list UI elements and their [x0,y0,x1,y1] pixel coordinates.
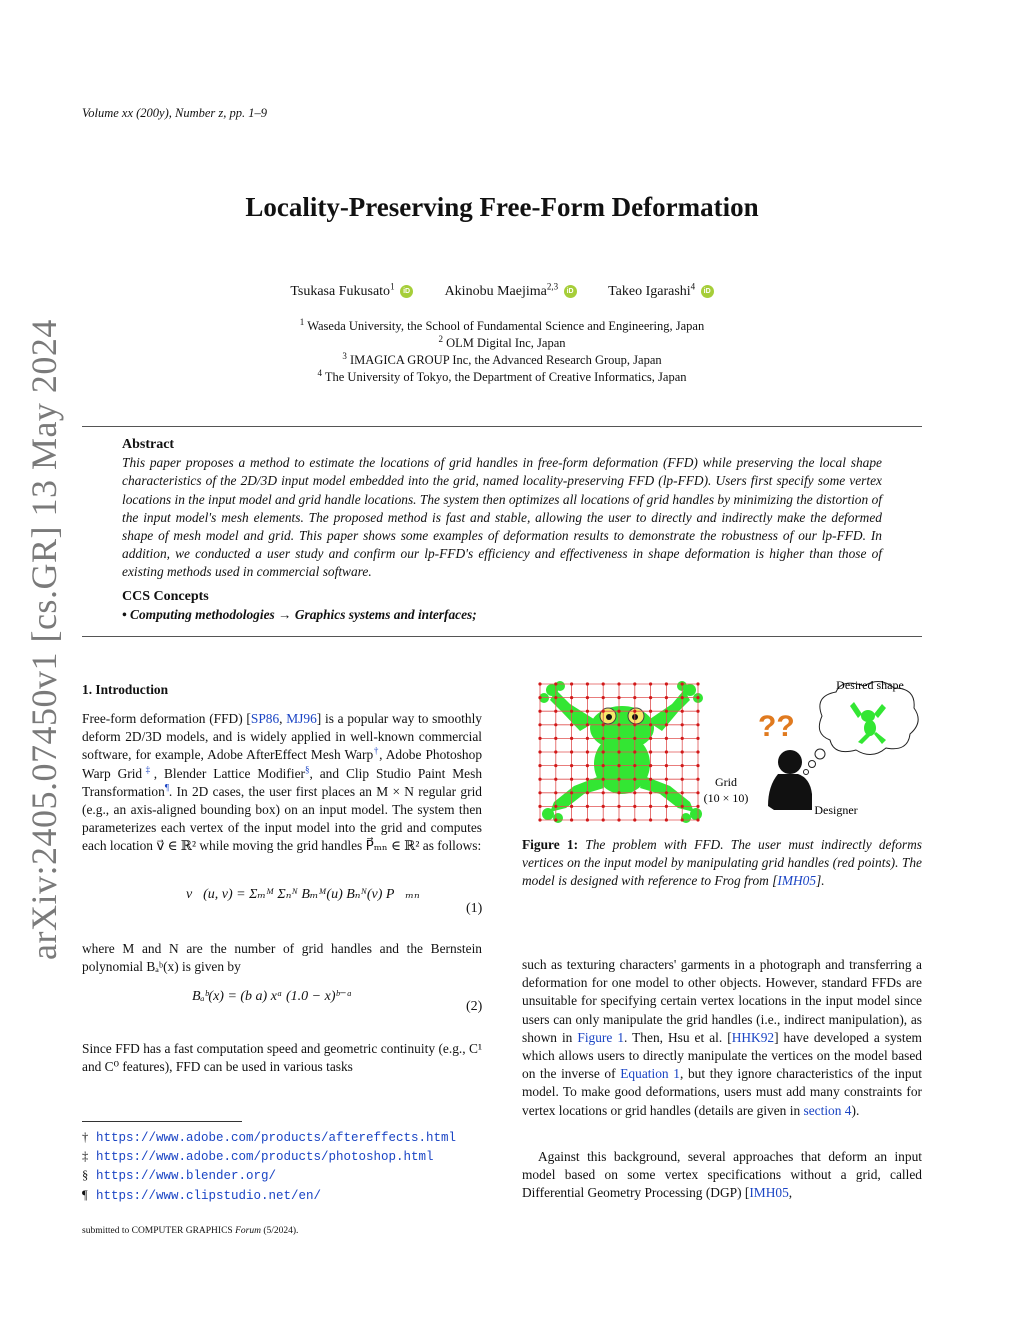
text-run: ). [851,1102,860,1118]
orcid-icon[interactable]: iD [564,285,577,298]
grid-handle[interactable] [602,805,605,808]
grid-handle[interactable] [538,818,541,821]
grid-handle[interactable] [617,682,620,685]
author-affil-mark: 4 [690,281,696,292]
ccs-section [122,588,882,624]
grid-handle[interactable] [633,696,636,699]
grid-handle[interactable] [649,737,652,740]
grid-handle[interactable] [586,710,589,713]
grid-handle[interactable] [554,791,557,794]
grid-handle[interactable] [570,818,573,821]
designer-icon [768,750,812,810]
grid-handle[interactable] [681,696,684,699]
author-affil-mark: 1 [390,281,395,292]
abstract-text: This paper proposes a method to estimate the locations of grid handles in free-form deformation (FFD) while preserving the local shape characteristics of the 2D/3D input model embedded into the grid, named locality-preserving FFD (lp-FFD). Users first specify some vertex locations in the input model and grid handle locations. The system then optimizes all locations of grid handles by minimizing the distortion of the input model's mesh elements. The proposed method is fast and stable, allowing the user to directly and indirectly make the deformed shape of mesh model and grid. This paper shows some examples of deformation results to demonstrate the robustness of our lp-FFD. In addition, we conducted a user study and confirm our lp-FFD's efficiency and effectiveness in shape deformation is higher than those of existing methods used in commercial software. [122,455,882,580]
caption-text: ]. [816,873,825,889]
equation-number: (1) [466,901,483,916]
grid-handle[interactable] [665,737,668,740]
grid-handle[interactable] [633,723,636,726]
footnote-url[interactable]: https://www.adobe.com/products/photoshop.html [96,1150,434,1165]
grid-handle[interactable] [602,696,605,699]
grid-handle[interactable] [633,778,636,781]
grid-handle[interactable] [696,778,699,781]
grid-handle[interactable] [665,723,668,726]
grid-handle[interactable] [665,710,668,713]
grid-handle[interactable] [570,805,573,808]
text-run: such as texturing characters' garments in a photograph and transferring a deformation for one model to other objects. However, standard FFDs are unsuitable for specifying certain vertex locations in the input model since users can only manipulate the grid handles (i.e., indirect manipulation), as shown in [522,957,922,1045]
affiliation [0,352,1004,369]
grid-handle[interactable] [538,682,541,685]
grid-handle[interactable] [602,710,605,713]
affiliation-text: IMAGICA GROUP Inc, the Advanced Research Group, Japan [350,353,662,367]
grid-handle[interactable] [681,737,684,740]
ccs-item: • Computing methodologies → Graphics systems and interfaces; [122,607,477,622]
footnote-mark[interactable]: ¶ [164,782,169,793]
equation-number: (2) [466,999,483,1014]
text-run: . Then, Hsu et al. [ [624,1029,732,1045]
text-run: . In 2D cases, the user first places an M × N regular grid (e.g., an axis-aligned bounding box) on an input model. The system then parameterizes each vertex of the input model into the grid and computes each location v⃗ ∈ ℝ² while moving the grid handles P⃗ₘₙ ∈ ℝ² as follows: [82,783,482,854]
grid-handle[interactable] [617,723,620,726]
author-affil-mark: 2,3 [546,281,559,292]
body-paragraph [522,956,922,1120]
grid-handle[interactable] [570,696,573,699]
page-footer [82,1226,298,1236]
grid-handle[interactable] [586,750,589,753]
grid-handle[interactable] [602,764,605,767]
affiliation [0,318,1004,335]
grid-handle[interactable] [617,778,620,781]
grid-handle[interactable] [617,791,620,794]
grid-handle[interactable] [570,764,573,767]
grid-handle[interactable] [681,682,684,685]
grid-handle[interactable] [665,778,668,781]
divider [82,636,922,637]
text-run: , Blender Lattice Modifier [153,765,305,781]
grid-handle[interactable] [538,750,541,753]
grid-handle[interactable] [617,750,620,753]
grid-handle[interactable] [696,791,699,794]
affiliation-num: 1 [299,316,305,327]
grid-handle[interactable] [617,805,620,808]
grid-handle[interactable] [633,764,636,767]
footnote-list [82,1128,456,1205]
affiliation-text: OLM Digital Inc, Japan [446,336,566,350]
divider [82,426,922,427]
footnote [82,1128,456,1147]
text-run: , but they ignore characteristics of the input model. To make good deformations, users must add many constraints for vertex locations or grid handles (details are given in [522,1066,922,1118]
footer-text: Forum [235,1226,261,1236]
grid-handle[interactable] [696,805,699,808]
grid-handle[interactable] [538,791,541,794]
grid-handle[interactable] [570,737,573,740]
desired-shape-label: Desired shape [836,678,904,692]
grid-handle[interactable] [696,682,699,685]
author [444,281,577,300]
footnote-mark: ¶ [82,1187,88,1202]
grid-handle[interactable] [696,737,699,740]
affiliation [0,335,1004,352]
section-heading: 1. Introduction [82,682,169,697]
footnote-mark: ‡ [82,1149,89,1164]
grid-handle[interactable] [649,710,652,713]
grid-handle[interactable] [696,710,699,713]
affiliation-num: 3 [342,350,347,361]
grid-handle[interactable] [554,764,557,767]
equation-link[interactable]: Equation 1 [620,1066,680,1082]
grid-handle[interactable] [696,696,699,699]
arxiv-stamp: arXiv:2405.07450v1 [cs.GR] 13 May 2024 [24,319,64,960]
affiliation [0,369,1004,386]
author [608,281,714,300]
footnote-url[interactable]: https://www.blender.org/ [96,1169,277,1184]
grid-handle[interactable] [617,737,620,740]
text-run: , [788,1185,793,1201]
body-paragraph [522,1148,922,1203]
grid-handle[interactable] [570,778,573,781]
intro-paragraph: Since FFD has a fast computation speed and geometric continuity (e.g., C¹ and C⁰ features), FFD can be used in various tasks [82,1041,482,1075]
paper-title: Locality-Preserving Free-Form Deformation [245,192,759,222]
grid-size-label: (10 × 10) [703,791,749,805]
journal-header: Volume xx (200y), Number z, pp. 1–9 [82,106,268,120]
grid-handle[interactable] [633,791,636,794]
grid-handle[interactable] [602,682,605,685]
grid-handle[interactable] [570,723,573,726]
grid-handle[interactable] [681,750,684,753]
grid-handle[interactable] [586,723,589,726]
caption-label: Figure 1: [522,837,579,852]
grid-handle[interactable] [696,764,699,767]
citation-link[interactable]: HHK92 [731,1029,775,1045]
grid-handle[interactable] [665,818,668,821]
abstract-section [122,436,882,582]
question-marks: ?? [758,710,795,743]
grid-handle[interactable] [538,737,541,740]
abstract-heading: Abstract [122,437,175,452]
intro-paragraph [82,710,482,856]
footnote [82,1186,456,1205]
frog-pupil [606,714,612,720]
grid-handle[interactable] [665,764,668,767]
footnote-mark[interactable]: § [304,764,310,775]
grid-handle[interactable] [570,750,573,753]
equation-1: v⃗(u, v) = Σₘᴹ Σₙᴺ Bₘᴹ(u) Bₙᴺ(v) P⃗ₘₙ [186,887,420,902]
grid-handle[interactable] [538,778,541,781]
author-list [0,281,1004,300]
grid-handle[interactable] [570,682,573,685]
ccs-heading: CCS Concepts [122,589,209,604]
grid-handle[interactable] [602,750,605,753]
affiliation-text: The University of Tokyo, the Department of Creative Informatics, Japan [324,370,687,384]
footnote-url[interactable]: https://www.adobe.com/products/aftereffects.html [96,1131,457,1145]
grid-handle[interactable] [570,710,573,713]
grid-handle[interactable] [633,805,636,808]
figure-caption [522,836,922,891]
footnote [82,1147,456,1166]
text-run: , and Clip Studio Paint Mesh Transformation [82,765,483,799]
grid-handle[interactable] [538,696,541,699]
grid-handle[interactable] [602,723,605,726]
footnote-mark[interactable]: † [373,745,380,756]
grid-handle[interactable] [554,737,557,740]
footnote [82,1166,456,1185]
grid-handle[interactable] [554,778,557,781]
grid-handle[interactable] [554,818,557,821]
footnote-divider [82,1121,242,1122]
grid-handle[interactable] [538,723,541,726]
grid-handle[interactable] [554,696,557,699]
grid-handle[interactable] [665,791,668,794]
author-name: Akinobu Maejima [444,284,547,299]
text-run: , [279,711,287,726]
grid-handle[interactable] [649,764,652,767]
grid-handle[interactable] [617,696,620,699]
grid-handle[interactable] [602,818,605,821]
grid-handle[interactable] [538,710,541,713]
grid-handle[interactable] [681,791,684,794]
grid-label: Grid [715,775,737,789]
grid-handle[interactable] [586,791,589,794]
author [290,281,413,300]
grid-handle[interactable] [649,696,652,699]
grid-handle[interactable] [586,778,589,781]
orcid-icon[interactable]: iD [701,285,714,298]
grid-handle[interactable] [681,778,684,781]
footer-text: (5/2024). [260,1226,299,1236]
grid-handle[interactable] [602,791,605,794]
grid-handle[interactable] [681,723,684,726]
author-name: Tsukasa Fukusato [290,284,391,299]
grid-handle[interactable] [617,710,620,713]
grid-handle[interactable] [586,696,589,699]
section-link[interactable]: section 4 [803,1102,852,1118]
grid-handle[interactable] [554,750,557,753]
grid-handle[interactable] [633,737,636,740]
grid-handle[interactable] [649,818,652,821]
footnote-mark: § [82,1168,89,1183]
grid-handle[interactable] [633,682,636,685]
grid-handle[interactable] [586,764,589,767]
grid-handle[interactable] [617,818,620,821]
designer-label: Designer [814,803,858,817]
caption-text: The problem with FFD. The user must indirectly deforms vertices on the input model by manipulating grid handles (red points). The model is designed with reference to Frog from [ [522,837,922,889]
footer-text: submitted to COMPUTER GRAPHICS [82,1226,236,1236]
grid-handle[interactable] [633,750,636,753]
grid-handle[interactable] [649,723,652,726]
grid-handle[interactable] [649,805,652,808]
grid-handle[interactable] [554,805,557,808]
grid-handle[interactable] [696,818,699,821]
text-run: Free-form deformation (FFD) [ [82,711,251,726]
grid-handle[interactable] [696,723,699,726]
citation-link[interactable]: IMH05 [749,1185,789,1201]
figure-1 [522,676,922,826]
grid-handle[interactable] [554,723,557,726]
grid-handle[interactable] [570,791,573,794]
grid-handle[interactable] [633,710,636,713]
grid-handle[interactable] [554,682,557,685]
citation-link[interactable]: MJ96 [286,711,317,726]
citation-link[interactable]: IMH05 [777,873,817,889]
grid-handle[interactable] [681,805,684,808]
grid-handle[interactable] [649,750,652,753]
text-run: , Adobe Photoshop Warp Grid [82,747,483,781]
grid-handle[interactable] [681,710,684,713]
text-run: Against this background, several approaches that deform an input model based on some vertex specifications without a grid, called Differential Geometry Processing (DGP) [ [522,1149,922,1201]
affiliation-text: Waseda University, the School of Fundamental Science and Engineering, Japan [307,319,705,333]
grid-handle[interactable] [633,818,636,821]
grid-handle[interactable] [649,791,652,794]
grid-handle[interactable] [538,805,541,808]
orcid-icon[interactable]: iD [400,285,413,298]
author-name: Takeo Igarashi [608,284,691,299]
affiliation-list [0,318,1004,386]
footnote-url[interactable]: https://www.clipstudio.net/en/ [96,1188,322,1203]
grid-handle[interactable] [586,737,589,740]
grid-handle[interactable] [665,750,668,753]
figure-1-illustration [522,676,922,826]
grid-handle[interactable] [586,682,589,685]
grid-handle[interactable] [602,737,605,740]
grid-handle[interactable] [649,682,652,685]
grid-handle[interactable] [665,805,668,808]
grid-handle[interactable] [665,696,668,699]
grid-handle[interactable] [602,778,605,781]
grid-handle[interactable] [586,818,589,821]
grid-handle[interactable] [696,750,699,753]
grid-handle[interactable] [681,818,684,821]
footnote-mark: † [82,1130,89,1144]
affiliation-num: 2 [438,333,443,344]
intro-paragraph: where M and N are the number of grid handles and the Bernstein polynomial Bₐᵇ(x) is given by [82,941,482,975]
grid-handle[interactable] [681,764,684,767]
grid-handle[interactable] [617,764,620,767]
equation-2: Bₐᵇ(x) = (b a) xᵃ (1.0 − x)ᵇ⁻ᵃ [192,989,353,1004]
grid-handle[interactable] [554,710,557,713]
text-run: ] is a popular way to smoothly deform 2D/3D models, and is widely applied in well-known commercial software, for example, Adobe AfterEffect Mesh Warp [82,711,482,763]
grid-handle[interactable] [649,778,652,781]
affiliation-num: 4 [317,367,322,378]
figure-link[interactable]: Figure 1 [577,1029,625,1045]
grid-handle[interactable] [538,764,541,767]
grid-handle[interactable] [665,682,668,685]
thought-bubble [804,681,919,774]
text-run: ] have developed a system which allows users to directly manipulate the vertices on the model based on the inverse of [522,1029,922,1082]
citation-link[interactable]: SP86 [250,711,280,726]
footnote-mark[interactable]: ‡ [142,764,154,775]
grid-handle[interactable] [586,805,589,808]
